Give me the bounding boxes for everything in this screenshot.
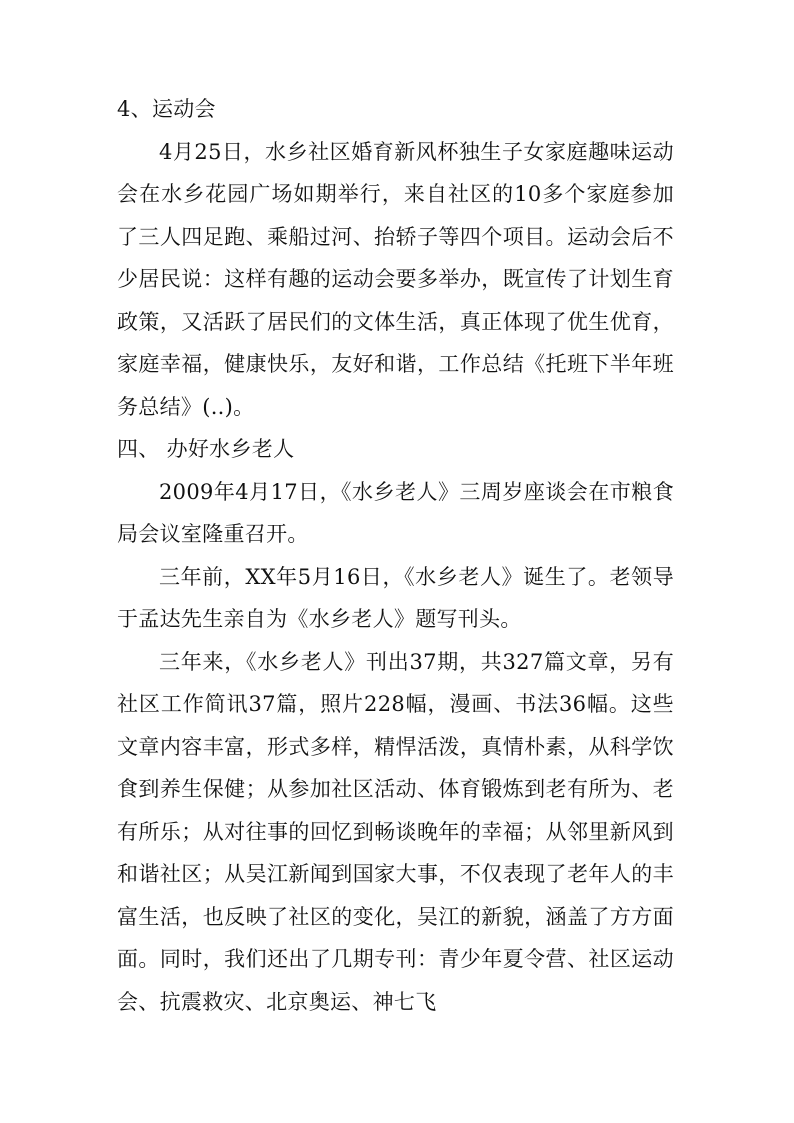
paragraph: 三年前，XX年5月16日，《水乡老人》诞生了。老领导于孟达先生亲自为《水乡老人》题写刊头。 [117, 564, 674, 631]
paragraph: 2009年4月17日，《水乡老人》三周岁座谈会在市粮食局会议室隆重召开。 [117, 479, 674, 546]
section-heading: 四、 办好水乡老人 [117, 437, 295, 461]
document-page [117, 88, 674, 1023]
paragraph: 三年来，《水乡老人》刊出37期，共327篇文章，另有社区工作简讯37篇，照片228幅，漫画、书法36幅。这些文章内容丰富，形式多样，精悍活泼，真情朴素，从科学饮食到养生保健；从参加社区活动、体育锻炼到老有所为、老有所乐；从对往事的回忆到畅谈晚年的幸福；从邻里新风到和谐社区；从吴江新闻到国家大事，不仅表现了老年人的丰富生活，也反映了社区的变化，吴江的新貌，涵盖了方方面面。同时，我们还出了几期专刊：青少年夏令营、社区运动会、抗震救灾、北京奥运、神七飞 [117, 649, 674, 1014]
section-heading: 4、运动会 [117, 97, 216, 121]
section-sports-meet [117, 88, 674, 428]
paragraph: 4月25日，水乡社区婚育新风杯独生子女家庭趣味运动会在水乡花园广场如期举行，来自社区的10多个家庭参加了三人四足跑、乘船过河、抬轿子等四个项目。运动会后不少居民说：这样有趣的运动会要多举办，既宣传了计划生育政策，又活跃了居民们的文体生活，真正体现了优生优育，家庭幸福，健康快乐，友好和谐，工作总结《托班下半年班务总结》(..)。 [117, 139, 674, 419]
section-water-town-elders [117, 428, 674, 1023]
